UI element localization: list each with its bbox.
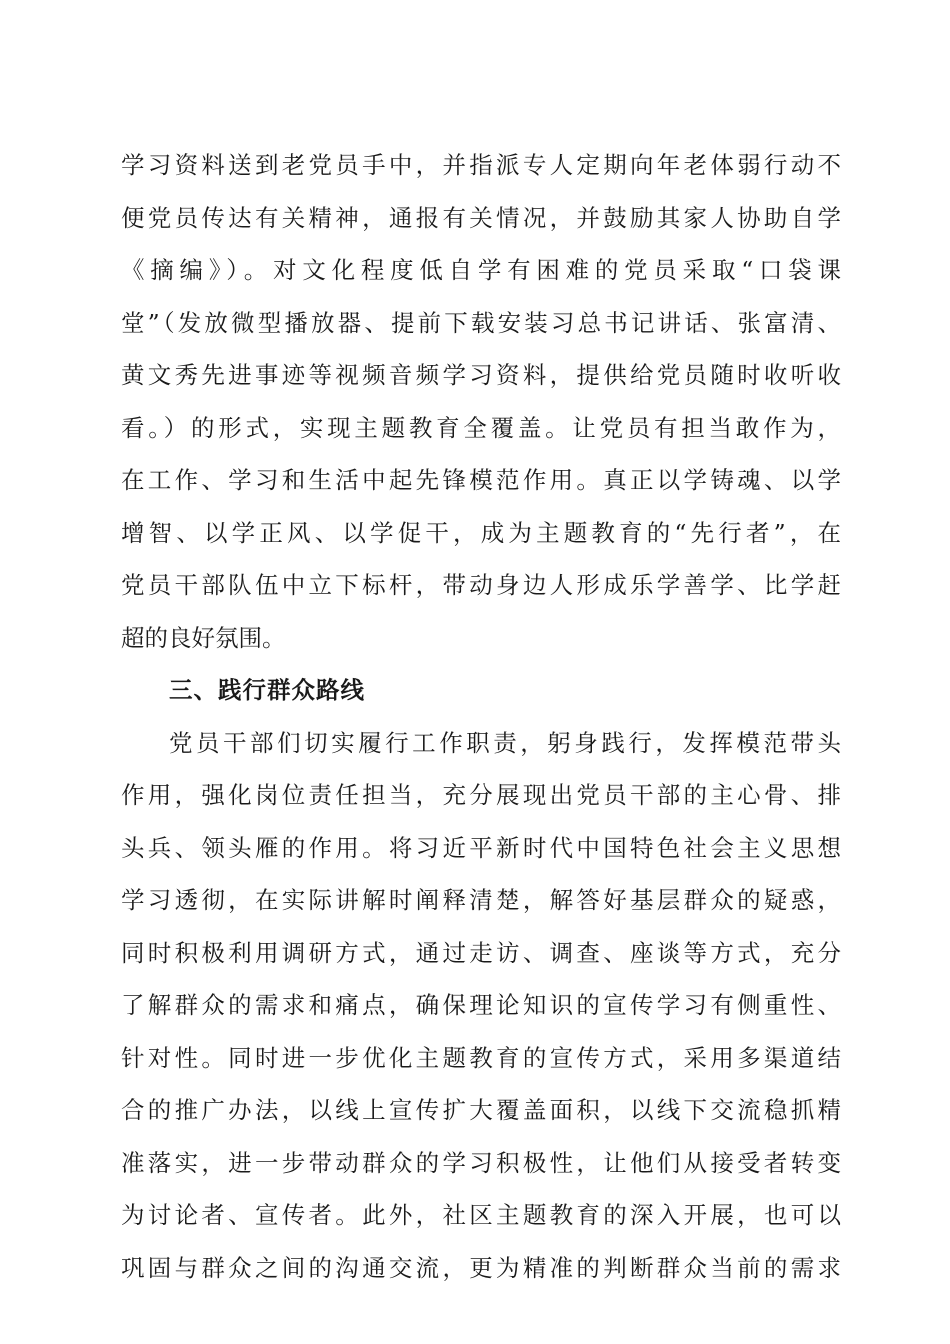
- paragraph-1-line: 堂”（发放微型播放器、提前下载安装习总书记讲话、张富清、: [121, 308, 841, 337]
- paragraph-1-line: 增智、以学正风、以学促干，成为主题教育的“先行者”，在: [121, 518, 841, 547]
- paragraph-2-line: 头兵、领头雁的作用。将习近平新时代中国特色社会主义思想: [121, 833, 841, 862]
- paragraph-2-line: 党员干部们切实履行工作职责，躬身践行，发挥模范带头: [169, 728, 841, 757]
- paragraph-1-line: 便党员传达有关精神，通报有关情况，并鼓励其家人协助自学: [121, 203, 841, 232]
- paragraph-2-line: 作用，强化岗位责任担当，充分展现出党员干部的主心骨、排: [121, 781, 841, 809]
- paragraph-2-line: 巩固与群众之间的沟通交流，更为精准的判断群众当前的需求: [121, 1253, 841, 1282]
- paragraph-1-line: 看。）的形式，实现主题教育全覆盖。让党员有担当敢作为，: [121, 413, 841, 442]
- section-heading: 三、践行群众路线: [169, 676, 365, 704]
- paragraph-2-line: 了解群众的需求和痛点，确保理论知识的宣传学习有侧重性、: [121, 991, 841, 1019]
- paragraph-2-line: 准落实，进一步带动群众的学习积极性，让他们从接受者转变: [121, 1148, 841, 1177]
- paragraph-1-line: 在工作、学习和生活中起先锋模范作用。真正以学铸魂、以学: [121, 466, 841, 494]
- paragraph-1-line: 《摘编》）。对文化程度低自学有困难的党员采取“口袋课: [121, 256, 841, 284]
- paragraph-1-line: 学习资料送到老党员手中，并指派专人定期向年老体弱行动不: [121, 151, 841, 179]
- paragraph-2-line: 为讨论者、宣传者。此外，社区主题教育的深入开展，也可以: [121, 1201, 841, 1229]
- document-body: [121, 139, 841, 1294]
- paragraph-1-line: 超的良好氛围。: [121, 623, 286, 652]
- paragraph-2-line: 学习透彻，在实际讲解时阐释清楚，解答好基层群众的疑惑，: [121, 886, 841, 914]
- paragraph-1-line: 黄文秀先进事迹等视频音频学习资料，提供给党员随时收听收: [121, 361, 841, 389]
- paragraph-2-line: 同时积极利用调研方式，通过走访、调查、座谈等方式，充分: [121, 938, 841, 967]
- paragraph-1-line: 党员干部队伍中立下标杆，带动身边人形成乐学善学、比学赶: [121, 571, 841, 599]
- paragraph-2-line: 针对性。同时进一步优化主题教育的宣传方式，采用多渠道结: [121, 1043, 841, 1072]
- paragraph-2-line: 合的推广办法，以线上宣传扩大覆盖面积，以线下交流稳抓精: [121, 1096, 841, 1124]
